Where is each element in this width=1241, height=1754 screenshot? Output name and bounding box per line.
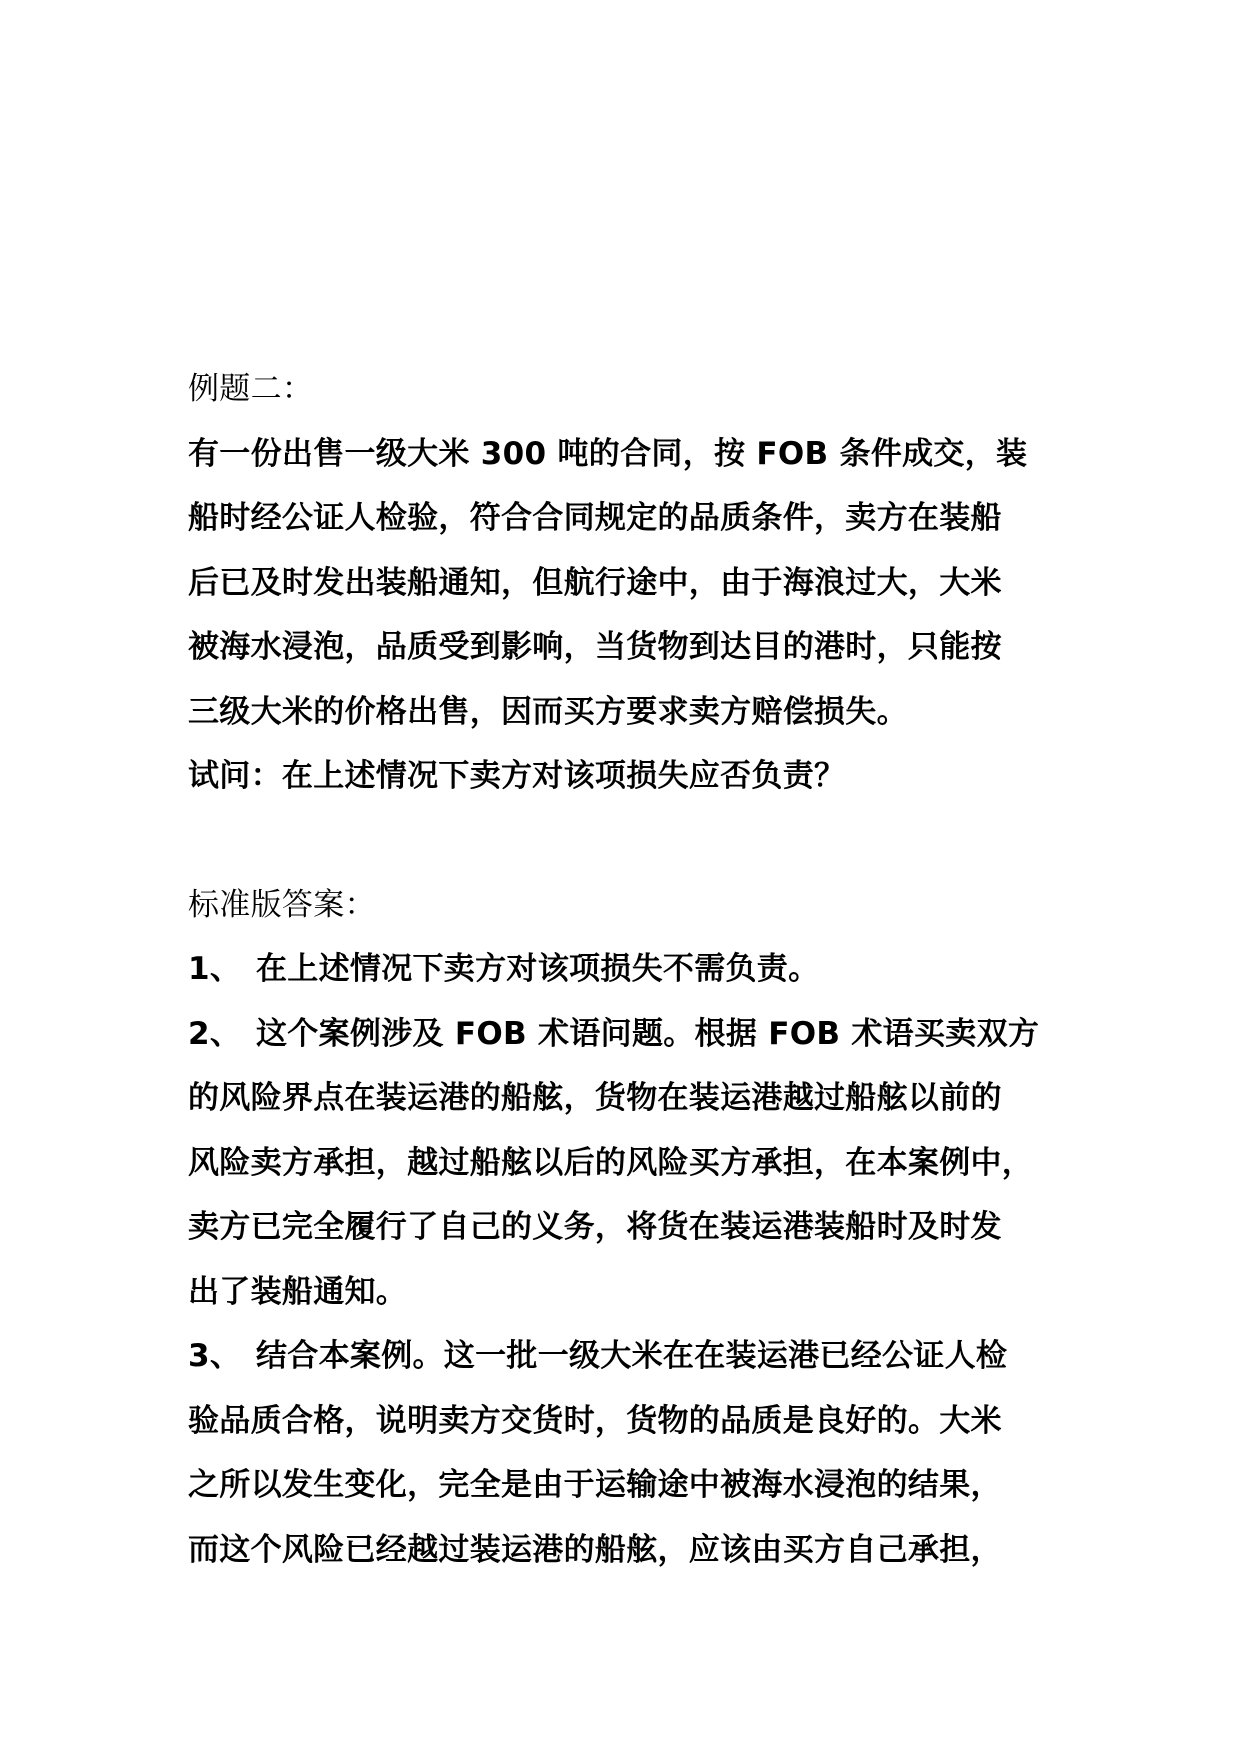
spacer — [188, 809, 1068, 873]
answer-line: 而这个风险已经越过装运港的船舷，应该由买方自己承担， — [188, 1531, 1002, 1568]
answer-line: 卖方已完全履行了自己的义务，将货在装运港装船时及时发 — [188, 1209, 1002, 1245]
answer-item-1 — [188, 937, 1068, 1002]
question-line: 后已及时发出装船通知，但航行途中，由于海浪过大，大米 — [188, 564, 1002, 601]
answer-item-2 — [188, 1002, 1068, 1067]
question-ask: 试问：在上述情况下卖方对该项损失应否负责？ — [188, 758, 846, 794]
item-number: 2、 — [188, 1015, 242, 1052]
answer-line: 结合本案例。这一批一级大米在在装运港已经公证人检 — [256, 1338, 1008, 1374]
item-number: 1、 — [188, 951, 242, 987]
question-line: 被海水浸泡，品质受到影响，当货物到达目的港时，只能按 — [188, 629, 1002, 665]
question-title: 例题二： — [188, 371, 314, 407]
question-line: 船时经公证人检验，符合合同规定的品质条件，卖方在装船 — [188, 500, 1002, 536]
question-line: 有一份出售一级大米 300 吨的合同，按 FOB 条件成交，装 — [188, 435, 1028, 472]
item-number: 3、 — [188, 1338, 242, 1374]
answer-line: 验品质合格，说明卖方交货时，货物的品质是良好的。大米 — [188, 1402, 1002, 1439]
answer-item-3 — [188, 1324, 1068, 1389]
answer-line: 在上述情况下卖方对该项损失不需负责。 — [256, 951, 820, 987]
answer-line: 这个案例涉及 FOB 术语问题。根据 FOB 术语买卖双方 — [256, 1015, 1040, 1052]
question-line: 三级大米的价格出售，因而买方要求卖方赔偿损失。 — [188, 693, 908, 730]
answer-line: 风险卖方承担，越过船舷以后的风险买方承担，在本案例中， — [188, 1144, 1034, 1181]
answer-title: 标准版答案： — [188, 886, 376, 923]
answer-line: 的风险界点在装运港的船舷，货物在装运港越过船舷以前的 — [188, 1080, 1002, 1116]
document-body — [188, 357, 1068, 1582]
answer-line: 出了装船通知。 — [188, 1273, 408, 1310]
answer-line: 之所以发生变化，完全是由于运输途中被海水浸泡的结果， — [188, 1467, 1002, 1503]
